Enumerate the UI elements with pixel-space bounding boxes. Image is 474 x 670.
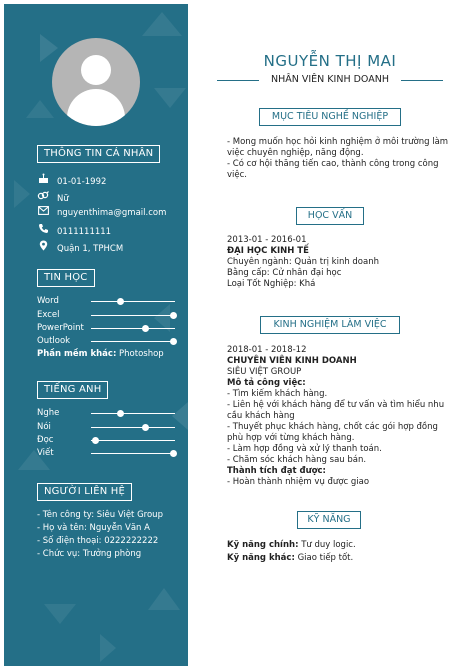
other-software-value: Photoshop — [119, 349, 164, 359]
other-software — [37, 349, 164, 359]
english-speaking — [37, 421, 177, 433]
address-value: Quận 1, TPHCM — [57, 244, 124, 254]
decor-triangle — [148, 588, 180, 610]
skill-level-knob — [170, 338, 177, 345]
skill-powerpoint — [37, 322, 177, 334]
birthday-cake-icon — [37, 173, 49, 188]
other-skill-value: Giao tiếp tốt. — [297, 553, 354, 563]
reference-list — [37, 509, 163, 561]
skill-track — [91, 413, 175, 414]
skill-label: Đọc — [37, 435, 54, 445]
decor-triangle — [44, 604, 76, 624]
birthdate-value: 01-01-1992 — [57, 177, 107, 187]
gender-row — [37, 190, 69, 202]
email-icon — [37, 206, 49, 219]
objective-line: việc. — [227, 170, 247, 180]
email-row — [37, 206, 166, 218]
english-heading: TIẾNG ANH — [37, 381, 108, 399]
cv-page — [4, 4, 470, 666]
it-skills-heading: TIN HỌC — [37, 269, 95, 287]
skill-level-knob — [92, 437, 99, 444]
school-name: ĐẠI HỌC KINH TẾ — [227, 246, 309, 256]
skill-level-knob — [117, 410, 124, 417]
skill-level-knob — [170, 312, 177, 319]
education-period: 2013-01 - 2016-01 — [227, 235, 307, 245]
education-line: Chuyên ngành: Quản trị kinh doanh — [227, 257, 379, 267]
avatar — [52, 38, 140, 126]
avatar-body — [67, 89, 125, 126]
reference-item: - Họ và tên: Nguyễn Văn A — [37, 523, 150, 533]
skill-label: Word — [37, 296, 59, 306]
address-row — [37, 240, 123, 252]
skill-label: Nói — [37, 422, 51, 432]
duty-line: - Làm hợp đồng và xử lý thanh toán. — [227, 444, 382, 454]
decor-triangle — [100, 634, 116, 662]
email-value[interactable]: nguyenthima@gmail.com — [57, 208, 167, 218]
objective-text — [227, 137, 459, 181]
experience-company: SIÊU VIỆT GROUP — [227, 367, 302, 377]
decor-triangle — [26, 100, 54, 118]
achievement-line: - Hoàn thành nhiệm vụ được giao — [227, 477, 370, 487]
candidate-name: NGUYỄN THỊ MAI — [263, 52, 397, 70]
skill-label: Nghe — [37, 408, 60, 418]
other-skill-row — [227, 552, 459, 565]
duties-label: Mô tả công việc: — [227, 378, 306, 388]
skills-block — [227, 539, 459, 565]
title-rule-right — [401, 80, 443, 81]
phone-icon — [37, 223, 49, 238]
skill-label: Viết — [37, 448, 54, 458]
decor-triangle — [142, 12, 182, 36]
birthdate-row — [37, 173, 106, 185]
achievements-label-row — [227, 466, 459, 477]
main-skill-row — [227, 539, 459, 552]
skill-track — [91, 341, 175, 342]
experience-position — [227, 356, 459, 367]
skill-label: PowerPoint — [37, 323, 84, 333]
candidate-title: NHÂN VIÊN KINH DOANH — [271, 74, 389, 85]
duty-line: cầu khách hàng — [227, 411, 295, 421]
skill-track — [91, 440, 175, 441]
decor-triangle — [154, 88, 186, 108]
experience-heading: KINH NGHIỆM LÀM VIỆC — [260, 316, 400, 334]
skill-level-knob — [142, 325, 149, 332]
education-school — [227, 246, 459, 257]
personal-info-heading: THÔNG TIN CÁ NHÂN — [37, 145, 160, 163]
duty-line: - Tìm kiếm khách hàng. — [227, 389, 328, 399]
experience-block — [227, 345, 459, 488]
main-skill-label: Kỹ năng chính: — [227, 540, 299, 550]
duty-line: - Liên hệ với khách hàng để tư vấn và tìm hiểu nhu — [227, 400, 445, 410]
decor-triangle — [40, 34, 58, 62]
sidebar — [4, 4, 188, 666]
phone-row — [37, 223, 111, 235]
skill-track — [91, 453, 175, 454]
skill-label: Outlook — [37, 336, 71, 346]
objective-line: - Có cơ hội thăng tiến cao, thành công trong công — [227, 159, 439, 169]
skills-heading: KỸ NĂNG — [297, 511, 361, 529]
skill-track — [91, 315, 175, 316]
english-writing — [37, 447, 177, 459]
other-skill-label: Kỹ năng khác: — [227, 553, 295, 563]
skill-word — [37, 295, 177, 307]
skill-excel — [37, 309, 177, 321]
education-line: Bằng cấp: Cử nhân đại học — [227, 268, 342, 278]
skill-level-knob — [117, 298, 124, 305]
skill-outlook — [37, 335, 177, 347]
skill-label: Excel — [37, 310, 60, 320]
education-heading: HỌC VẤN — [296, 207, 364, 225]
achievements-label: Thành tích đạt được: — [227, 466, 326, 476]
phone-value: 0111111111 — [57, 227, 112, 237]
skill-track — [91, 328, 175, 329]
education-block — [227, 235, 459, 290]
skill-track — [91, 301, 175, 302]
gender-icon — [37, 190, 49, 205]
duty-line: - Chăm sóc khách hàng sau bán. — [227, 455, 367, 465]
reference-item: - Tên công ty: Siêu Việt Group — [37, 510, 163, 520]
position-name: CHUYÊN VIÊN KINH DOANH — [227, 356, 357, 366]
skill-level-knob — [170, 450, 177, 457]
english-listening — [37, 407, 177, 419]
education-line: Loại Tốt Nghiệp: Khá — [227, 279, 316, 289]
objective-line: - Mong muốn học hỏi kinh nghiệm ở môi trường làm — [227, 137, 449, 147]
english-reading — [37, 434, 177, 446]
objective-line: việc chuyên nghiệp, năng động. — [227, 148, 364, 158]
reference-item: - Số điện thoại: 0222222222 — [37, 536, 159, 546]
other-software-label: Phần mềm khác: — [37, 349, 117, 359]
duties-label-row — [227, 378, 459, 389]
decor-triangle — [14, 180, 30, 208]
objective-heading: MỤC TIÊU NGHỀ NGHIỆP — [259, 108, 401, 126]
skill-level-knob — [142, 424, 149, 431]
duty-line: - Thuyết phục khách hàng, chốt các gói hợp đồng — [227, 422, 438, 432]
duty-line: phù hợp với từng khách hàng. — [227, 433, 355, 443]
location-pin-icon — [37, 240, 49, 255]
gender-value: Nữ — [57, 194, 69, 204]
skill-track — [91, 427, 175, 428]
references-heading: NGƯỜI LIÊN HỆ — [37, 483, 132, 501]
experience-period: 2018-01 - 2018-12 — [227, 345, 307, 355]
avatar-head — [81, 55, 111, 85]
main-skill-value: Tư duy logic. — [301, 540, 356, 550]
reference-item: - Chức vụ: Trưởng phòng — [37, 549, 142, 559]
